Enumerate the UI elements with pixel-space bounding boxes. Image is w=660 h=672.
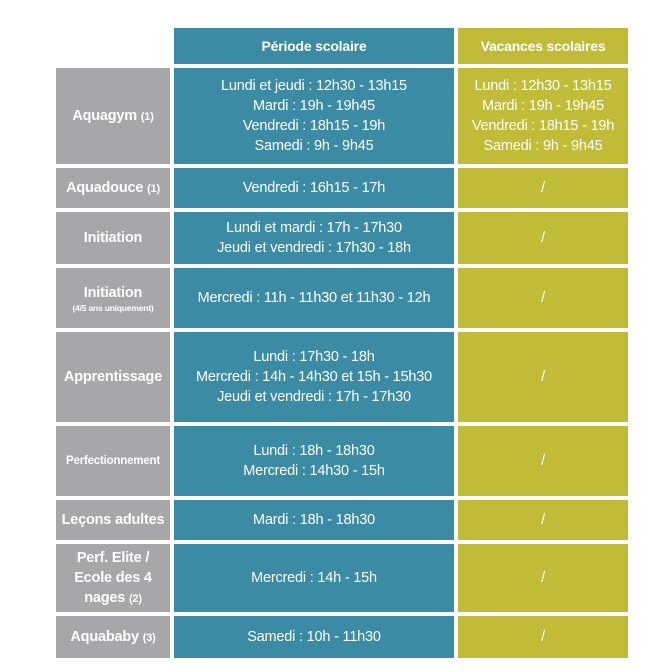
school-schedule-aquagym: [174, 68, 454, 164]
schedule-line: Mercredi : 11h - 11h30 et 11h30 - 12h: [197, 290, 431, 306]
schedule-line: /: [541, 570, 545, 586]
holiday-schedule-aquadouce: [458, 168, 628, 208]
holiday-schedule-perf-elite: [458, 544, 628, 612]
school-schedule-apprentissage: [174, 332, 454, 422]
schedule-line: Mardi : 19h - 19h45: [253, 98, 375, 114]
activity-name: Aquababy: [70, 628, 139, 645]
activity-name: Initiation: [83, 284, 143, 301]
school-schedule-perf-elite: [174, 544, 454, 612]
header-school-holidays-label: Vacances scolaires: [480, 38, 606, 54]
row-label-perf-elite: [56, 544, 170, 612]
schedule-line: Lundi : 17h30 - 18h: [253, 349, 375, 365]
schedule-line: /: [541, 180, 545, 196]
schedule-line: Samedi : 10h - 11h30: [247, 629, 381, 645]
holiday-schedule-perfectionnement: [458, 426, 628, 496]
schedule-line: Samedi : 9h - 9h45: [483, 138, 603, 154]
activity-note: (2): [128, 592, 142, 605]
schedule-line: /: [541, 453, 545, 469]
activity-note: (1): [140, 110, 154, 123]
activity-note: (1): [147, 182, 160, 195]
schedule-line: Lundi et jeudi : 12h30 - 13h15: [221, 78, 407, 94]
schedule-line: Lundi et mardi : 17h - 17h30: [226, 220, 402, 236]
schedule-line: Vendredi : 18h15 - 19h: [471, 118, 615, 134]
schedule-line: Mercredi : 14h - 14h30 et 15h - 15h30: [195, 369, 433, 385]
holiday-schedule-apprentissage: [458, 332, 628, 422]
holiday-schedule-lecons-adultes: [458, 500, 628, 540]
row-label-initiation: [56, 212, 170, 264]
school-schedule-initiation-4-5: [174, 268, 454, 328]
schedule-line: /: [541, 230, 545, 246]
holiday-schedule-aquagym: [458, 68, 628, 164]
activity-name: Perf. Elite / Ecole des 4 nages: [74, 549, 152, 606]
row-label-aquababy: [56, 616, 170, 658]
schedule-line: Mardi : 18h - 18h30: [253, 512, 375, 528]
row-label-apprentissage: [56, 332, 170, 422]
school-schedule-aquadouce: [174, 168, 454, 208]
school-schedule-lecons-adultes: [174, 500, 454, 540]
schedule-line: /: [541, 512, 545, 528]
activity-name: Leçons adultes: [61, 512, 165, 528]
row-label-aquagym: [56, 68, 170, 164]
schedule-line: Lundi : 12h30 - 13h15: [474, 78, 612, 94]
holiday-schedule-aquababy: [458, 616, 628, 658]
holiday-schedule-initiation: [458, 212, 628, 264]
school-schedule-initiation: [174, 212, 454, 264]
schedule-line: Mardi : 19h - 19h45: [482, 98, 604, 114]
schedule-line: /: [541, 290, 545, 306]
schedule-line: Jeudi et vendredi : 17h - 17h30: [217, 389, 411, 405]
row-label-aquadouce: [56, 168, 170, 208]
schedule-line: Mercredi : 14h - 15h: [251, 570, 377, 586]
row-label-lecons-adultes: [56, 500, 170, 540]
activity-name: Aquagym: [72, 107, 137, 124]
schedule-line: Samedi : 9h - 9h45: [254, 138, 374, 154]
activity-name: Initiation: [83, 230, 143, 246]
row-label-perfectionnement: [56, 426, 170, 496]
activity-subtitle: (4/5 ans uniquement): [72, 302, 154, 313]
schedule-line: /: [541, 369, 545, 385]
school-schedule-aquababy: [174, 616, 454, 658]
schedule-line: /: [541, 629, 545, 645]
schedule-line: Jeudi et vendredi : 17h30 - 18h: [217, 240, 411, 256]
header-school-period: [174, 28, 454, 64]
schedule-line: Vendredi : 16h15 - 17h: [242, 180, 386, 196]
row-label-initiation-4-5: [56, 268, 170, 328]
school-schedule-perfectionnement: [174, 426, 454, 496]
schedule-line: Lundi : 18h - 18h30: [253, 443, 375, 459]
header-school-holidays: [458, 28, 628, 64]
header-school-period-label: Période scolaire: [261, 38, 367, 54]
activity-name: Perfectionnement: [66, 455, 160, 467]
holiday-schedule-initiation-4-5: [458, 268, 628, 328]
activity-note: (3): [142, 631, 156, 644]
activity-name: Apprentissage: [63, 369, 163, 385]
activity-name: Aquadouce: [66, 179, 144, 196]
schedule-line: Mercredi : 14h30 - 15h: [243, 463, 385, 479]
schedule-line: Vendredi : 18h15 - 19h: [242, 118, 386, 134]
